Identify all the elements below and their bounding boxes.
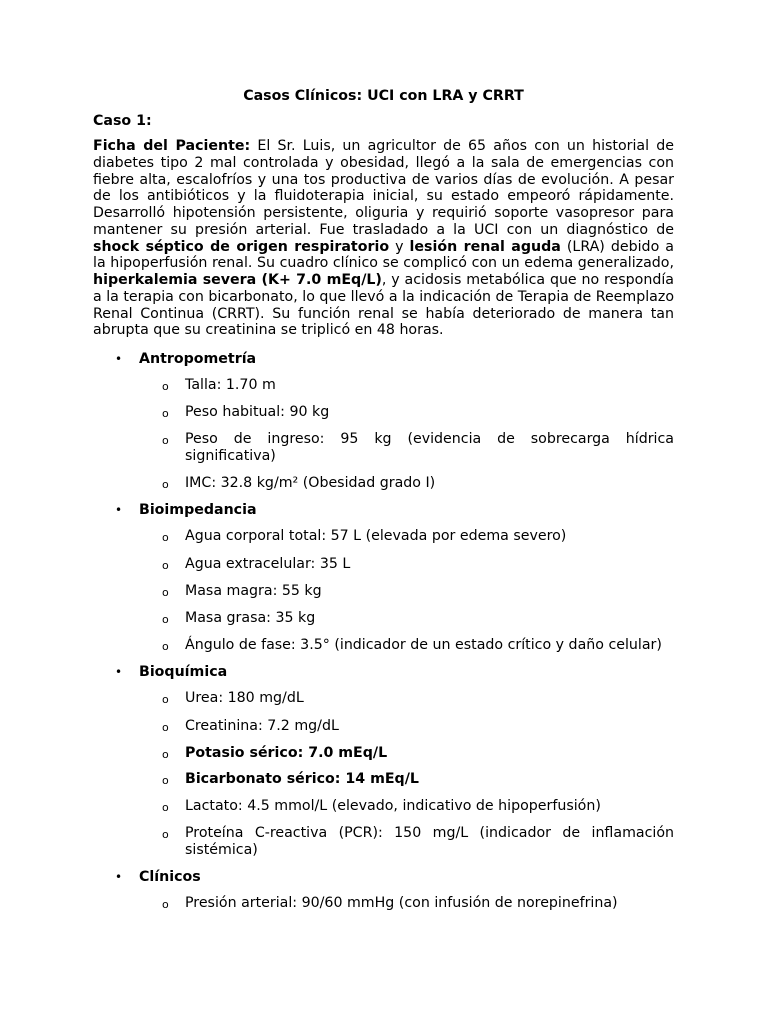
sub-bullet-icon: o [162, 559, 169, 572]
section-bioimpedancia [93, 500, 674, 520]
item-text: Masa magra: 55 kg [185, 583, 322, 599]
diagnosis-shock: shock séptico de origen respiratorio [93, 238, 390, 255]
patient-summary-text: El Sr. Luis, un agricultor de 65 años con un historial de diabetes tipo 2 mal controlada y obesidad, llegó a la sala de emergencias con fiebre alta, escalofríos y una tos productiva de varios días de evolución. A pesar de los antibióticos y la fluidoterapia inicial, su estado empeoró rápidamente. Desarrolló hipotensión persistente, oliguria y requirió soporte vasopresor para mantener su presión arterial. Fue trasladado a la UCI con un diagnóstico de [93, 138, 674, 238]
bullet-icon: • [115, 665, 123, 679]
item-text: Peso de ingreso: 95 kg (evidencia de sobrecarga hídrica significativa) [185, 431, 674, 464]
sub-bullet-icon: o [162, 434, 169, 447]
patient-summary-text: y [389, 238, 410, 255]
sub-bullet-icon: o [162, 586, 169, 599]
item-text: Agua corporal total: 57 L (elevada por edema severo) [185, 528, 567, 544]
item-text: Ángulo de fase: 3.5° (indicador de un estado crítico y daño celular) [185, 637, 662, 653]
item-text: Peso habitual: 90 kg [185, 404, 330, 420]
patient-summary-paragraph [93, 138, 674, 339]
sub-bullet-icon: o [162, 693, 169, 706]
sub-bullet-icon: o [162, 828, 169, 841]
diagnosis-hyperkalemia: hiperkalemia severa (K+ 7.0 mEq/L) [93, 272, 382, 288]
sub-bullet-icon: o [162, 721, 169, 734]
item-text: Creatinina: 7.2 mg/dL [185, 718, 339, 734]
sub-bullet-icon: o [162, 774, 169, 787]
diagnosis-lra: lesión renal aguda [409, 238, 561, 255]
item-text: Proteína C-reactiva (PCR): 150 mg/L (indicador de inflamación sistémica) [185, 825, 674, 858]
section-title: Bioquímica [139, 664, 228, 680]
bullet-icon: • [115, 870, 123, 884]
section-header [93, 867, 674, 887]
section-title: Bioimpedancia [139, 502, 257, 518]
section-header [93, 349, 674, 369]
sub-bullet-icon: o [162, 531, 169, 544]
sub-bullet-icon: o [162, 380, 169, 393]
item-text-potassium: Potasio sérico: 7.0 mEq/L [185, 745, 388, 761]
patient-summary-text: , y acidosis metabólica que no respondía a la terapia con bicarbonato, lo que llevó a la indicación de Terapia de Reemplazo Renal Continua (CRRT). Su función renal se había deteriorado de manera tan abrupta que su creatinina se triplicó en 48 horas. [93, 272, 674, 339]
case-label: Caso 1: [93, 113, 152, 129]
section-bioquimica [93, 662, 674, 682]
item-text: Lactato: 4.5 mmol/L (elevado, indicativo de hipoperfusión) [185, 798, 601, 814]
section-antropometria [93, 349, 674, 369]
patient-summary-label: Ficha del Paciente: [93, 138, 251, 154]
sub-bullet-icon: o [162, 801, 169, 814]
document-title: Casos Clínicos: UCI con LRA y CRRT [243, 88, 524, 104]
item-text: Urea: 180 mg/dL [185, 690, 304, 706]
sub-bullet-icon: o [162, 407, 169, 420]
item-text-bicarbonate: Bicarbonato sérico: 14 mEq/L [185, 771, 419, 787]
patient-summary-text: (LRA) debido a la hipoperfusión renal. Su cuadro clínico se complicó con un edema generalizado, [93, 238, 674, 272]
item-text: Agua extracelular: 35 L [185, 556, 351, 572]
sub-bullet-icon: o [162, 748, 169, 761]
bullet-icon: • [115, 503, 123, 517]
section-clinicos [93, 867, 674, 887]
section-header [93, 500, 674, 520]
section-title: Clínicos [139, 869, 201, 885]
item-text: Presión arterial: 90/60 mmHg (con infusión de norepinefrina) [185, 895, 618, 911]
item-text: Talla: 1.70 m [185, 377, 276, 393]
sub-bullet-icon: o [162, 613, 169, 626]
section-title: Antropometría [139, 351, 257, 367]
bullet-icon: • [115, 352, 123, 366]
sub-bullet-icon: o [162, 478, 169, 491]
sub-bullet-icon: o [162, 640, 169, 653]
item-text: Masa grasa: 35 kg [185, 610, 316, 626]
section-header [93, 662, 674, 682]
item-text: IMC: 32.8 kg/m² (Obesidad grado I) [185, 475, 436, 491]
sub-bullet-icon: o [162, 898, 169, 911]
